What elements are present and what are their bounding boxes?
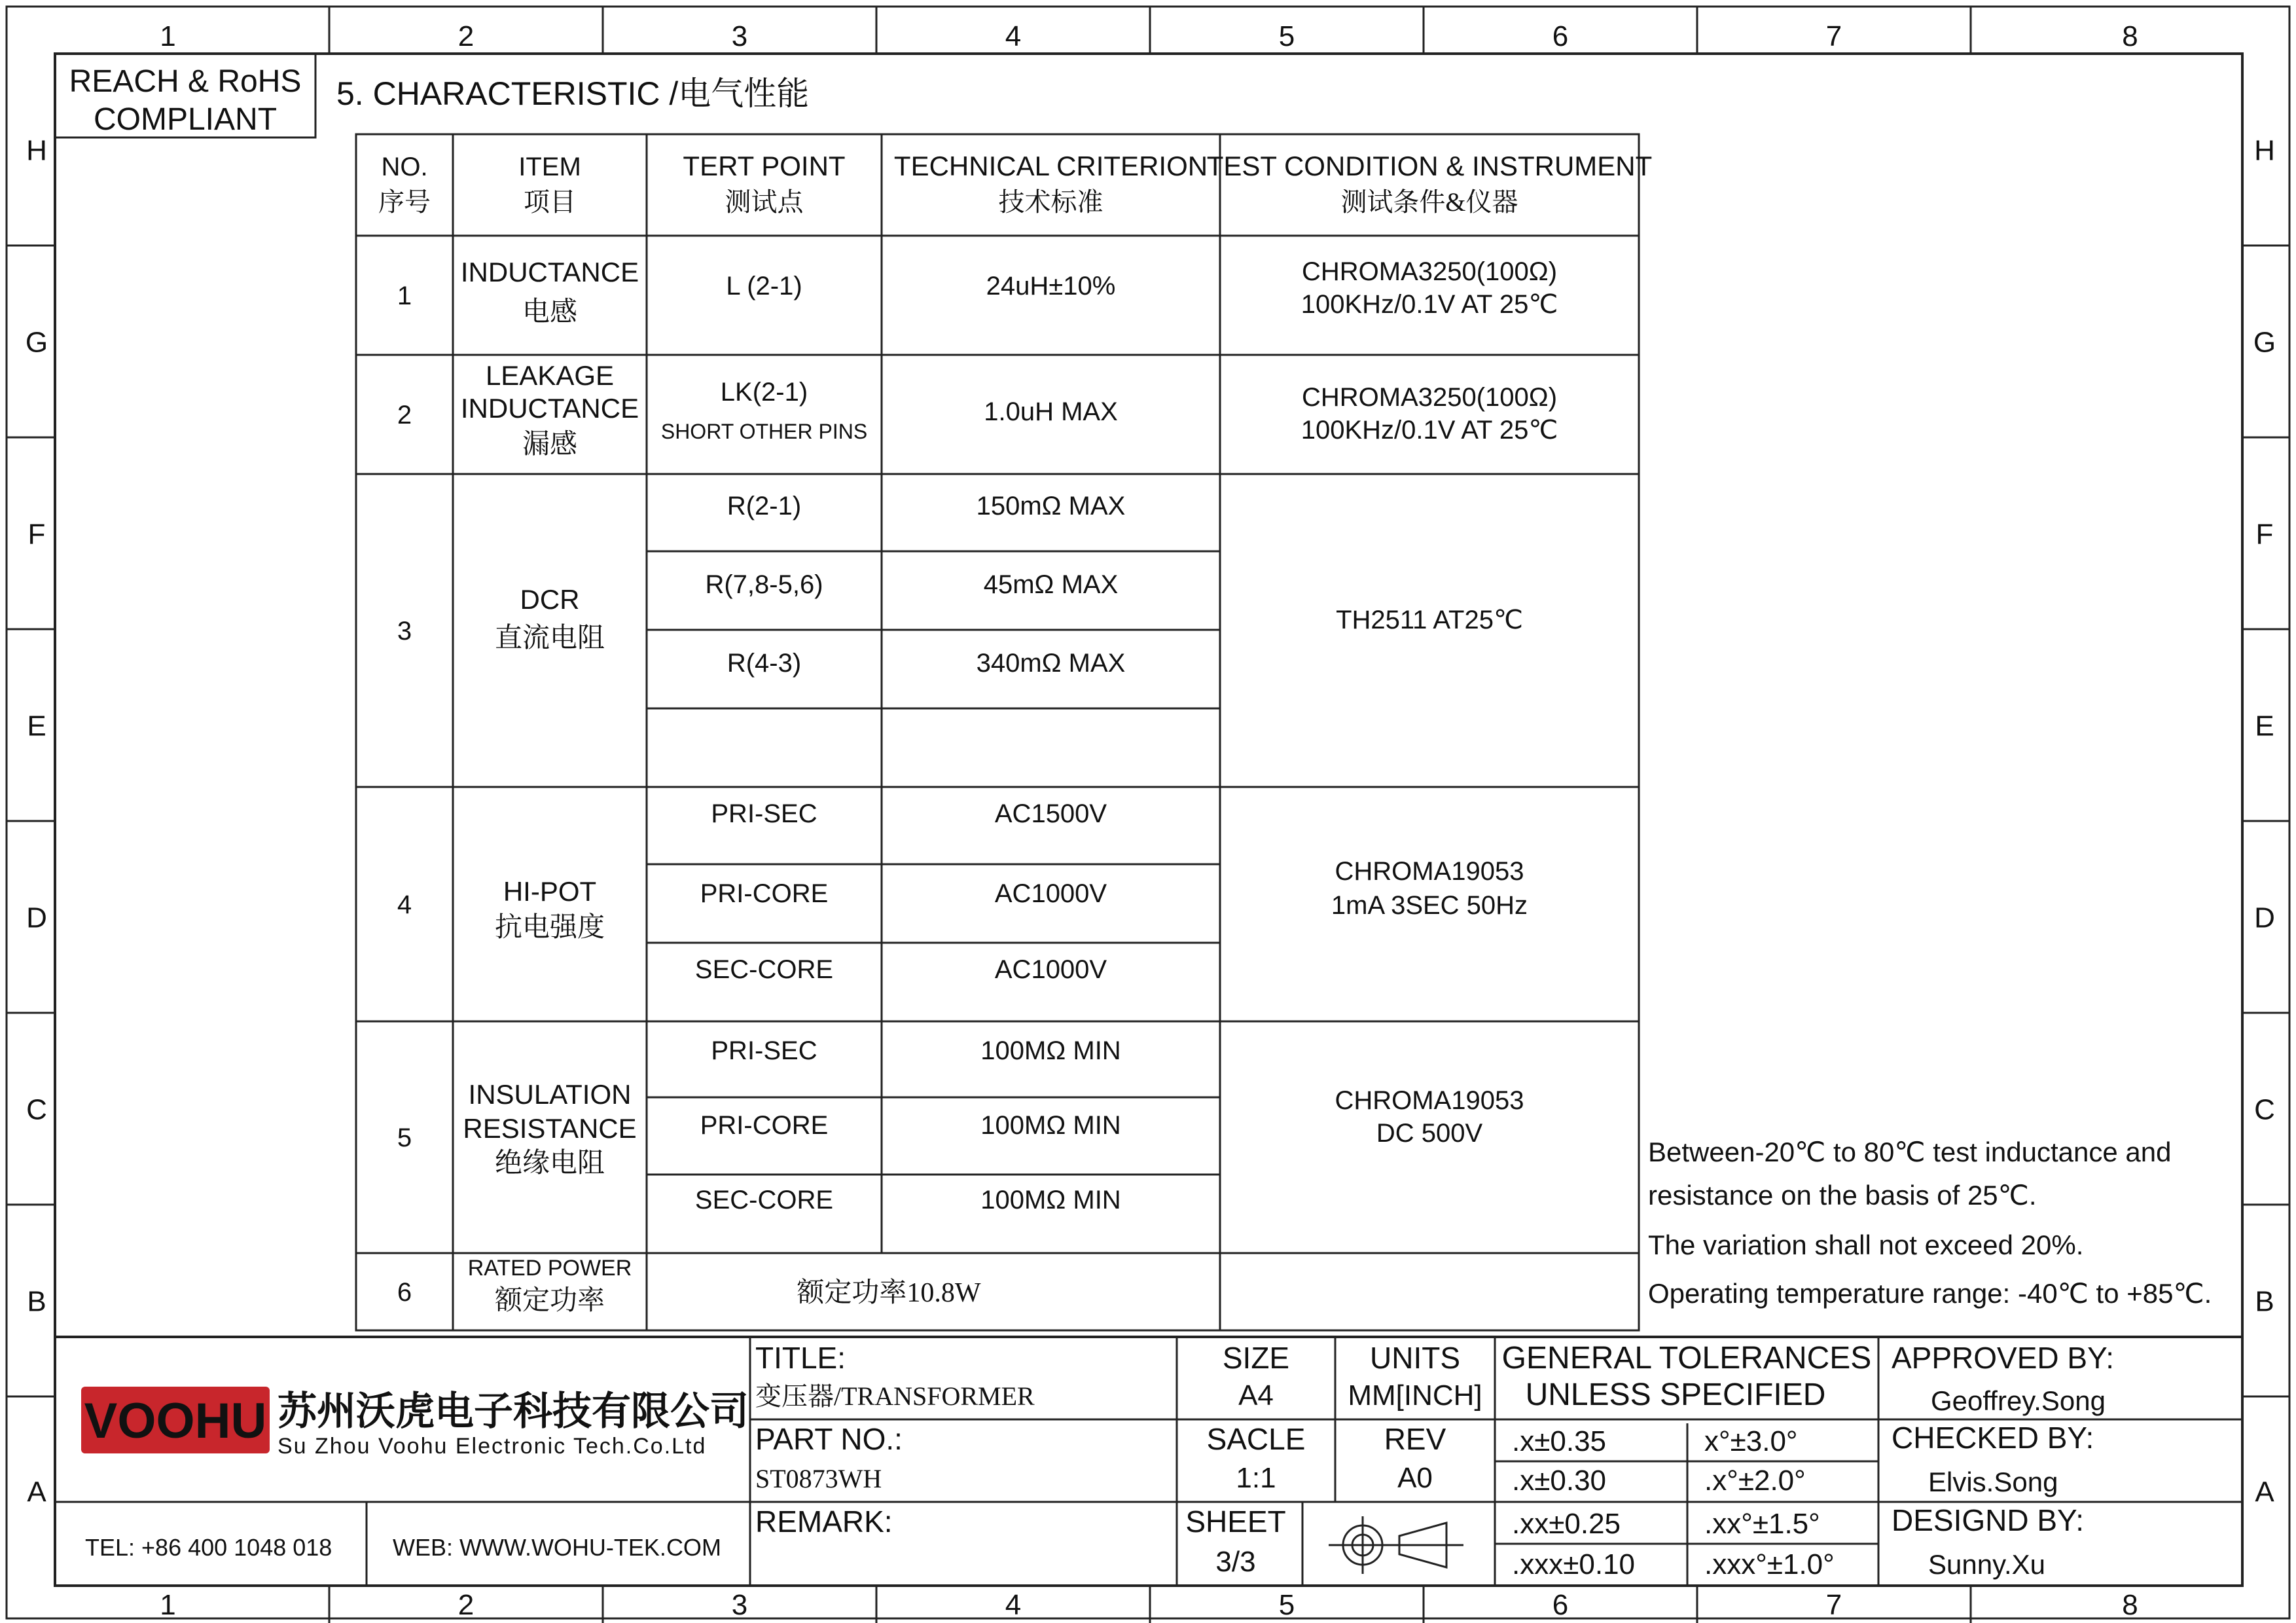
compliance-box [55, 54, 315, 137]
tolerance-angular: .xxx°±1.0° [1704, 1548, 1835, 1580]
zone-row-label-left: H [26, 134, 47, 167]
test-point: PRI-CORE [700, 879, 829, 908]
zone-row-label-right: D [2254, 902, 2275, 934]
tolerance-angular: .xx°±1.5° [1704, 1508, 1820, 1540]
rated-power-value: 额定功率10.8W [797, 1278, 981, 1308]
note-line: The variation shall not exceed 20%. [1648, 1230, 2084, 1260]
zone-row-label-left: F [27, 518, 46, 551]
test-condition: 100KHz/0.1V AT 25℃ [1300, 416, 1558, 445]
voohu-logo [81, 1387, 270, 1453]
scale-label: SACLE [1206, 1422, 1306, 1456]
technical-criterion: 24uH±10% [986, 272, 1116, 301]
tolerance-angular: x°±3.0° [1704, 1425, 1798, 1457]
test-point: LK(2-1) [720, 378, 808, 407]
size-label: SIZE [1222, 1341, 1290, 1375]
zone-row-label-right: B [2255, 1285, 2274, 1318]
title-label: TITLE: [755, 1341, 846, 1375]
zone-col-label-bottom: 2 [457, 1589, 475, 1621]
table-header-en: TEST CONDITION & INSTRUMENT [1206, 151, 1653, 181]
scale-value: 1:1 [1236, 1462, 1276, 1494]
test-condition: TH2511 AT25℃ [1336, 606, 1523, 634]
sheet-value: 3/3 [1215, 1546, 1256, 1578]
technical-criterion: 340mΩ MAX [976, 649, 1126, 678]
technical-criterion: 1.0uH MAX [984, 397, 1118, 426]
table-header-en: TERT POINT [683, 151, 846, 181]
tolerance-angular: .x°±2.0° [1704, 1465, 1806, 1497]
zone-col-label-bottom: 8 [2122, 1589, 2138, 1621]
zone-row-label-right: F [2255, 518, 2274, 551]
row-number: 5 [397, 1123, 412, 1152]
test-point-note: SHORT OTHER PINS [660, 420, 868, 443]
zone-row-label-left: D [26, 902, 47, 934]
row-item-label: LEAKAGE [485, 360, 615, 391]
test-point: SEC-CORE [694, 955, 834, 984]
test-point: PRI-SEC [711, 799, 817, 828]
zone-col-label-bottom: 3 [731, 1589, 748, 1621]
test-condition: 100KHz/0.1V AT 25℃ [1300, 290, 1558, 319]
technical-criterion: 100MΩ MIN [980, 1036, 1121, 1065]
table-header-cn: 项目 [524, 187, 576, 217]
test-condition: CHROMA3250(100Ω) [1301, 383, 1558, 412]
zone-col-label-top: 7 [1825, 20, 1842, 52]
row-item-label: INDUCTANCE [460, 393, 639, 424]
zone-col-label-top: 2 [457, 20, 475, 52]
row-number: 3 [397, 617, 412, 646]
table-header-cn: 技术标准 [998, 187, 1103, 217]
approved-by-label: APPROVED BY: [1892, 1341, 2115, 1375]
test-point: SEC-CORE [694, 1186, 834, 1214]
row-item-label: HI-POT [503, 876, 597, 907]
designed-by-label: DESIGND BY: [1892, 1503, 2084, 1537]
zone-row-label-left: B [27, 1285, 46, 1318]
row-item-label: DCR [520, 584, 580, 615]
test-condition: CHROMA19053 [1335, 857, 1524, 886]
designed-by-value: Sunny.Xu [1928, 1549, 2046, 1580]
test-point: R(7,8-5,6) [705, 570, 823, 599]
zone-col-label-top: 4 [1005, 20, 1022, 52]
zone-col-label-top: 3 [731, 20, 748, 52]
tolerance-linear: .x±0.30 [1512, 1465, 1607, 1497]
technical-criterion: 100MΩ MIN [980, 1186, 1121, 1214]
test-condition: DC 500V [1376, 1119, 1483, 1148]
approved-by-value: Geoffrey.Song [1931, 1385, 2106, 1416]
row-item-label: 绝缘电阻 [494, 1148, 605, 1178]
zone-col-label-bottom: 1 [160, 1589, 176, 1621]
title-value: 变压器/TRANSFORMER [755, 1381, 1035, 1411]
company-name-cn: 苏州沃虎电子科技有限公司 [278, 1389, 749, 1433]
zone-row-label-left: G [25, 326, 48, 359]
zone-col-label-bottom: 4 [1005, 1589, 1022, 1621]
size-value: A4 [1238, 1379, 1274, 1412]
rev-label: REV [1384, 1422, 1446, 1456]
row-item-label: 额定功率 [494, 1286, 605, 1316]
row-item-label: INDUCTANCE [460, 257, 639, 287]
rev-value: A0 [1397, 1462, 1433, 1494]
technical-criterion: AC1000V [994, 879, 1107, 908]
test-point: R(4-3) [726, 649, 802, 678]
technical-criterion: 150mΩ MAX [976, 492, 1126, 520]
test-point: PRI-SEC [711, 1036, 817, 1065]
test-condition: 1mA 3SEC 50Hz [1331, 891, 1528, 920]
tolerance-linear: .xx±0.25 [1512, 1508, 1621, 1540]
part-no-label: PART NO.: [755, 1422, 903, 1456]
test-point: L (2-1) [726, 272, 802, 301]
company-name-en: Su Zhou Voohu Electronic Tech.Co.Ltd [278, 1434, 707, 1459]
logo-text: VOOHU [84, 1393, 267, 1449]
row-item-label: RESISTANCE [463, 1113, 637, 1144]
zone-col-label-top: 5 [1278, 20, 1295, 52]
technical-criterion: 45mΩ MAX [983, 570, 1119, 599]
test-point: R(2-1) [726, 492, 802, 520]
units-label: UNITS [1370, 1341, 1460, 1375]
zone-row-label-right: A [2255, 1476, 2274, 1508]
note-line: Between-20℃ to 80℃ test inductance and [1648, 1137, 2172, 1167]
test-condition: CHROMA3250(100Ω) [1301, 257, 1558, 286]
row-item-label: INSULATION [468, 1079, 632, 1110]
sheet-label: SHEET [1185, 1504, 1286, 1539]
technical-criterion: AC1000V [994, 955, 1107, 984]
row-number: 2 [397, 401, 412, 429]
tolerance-subtitle: UNLESS SPECIFIED [1525, 1377, 1826, 1412]
zone-row-label-right: G [2253, 326, 2276, 359]
table-header-cn: 测试点 [725, 187, 804, 217]
zone-row-label-right: E [2255, 710, 2274, 742]
part-no-value: ST0873WH [755, 1464, 882, 1493]
row-item-label: 直流电阻 [494, 623, 605, 653]
compliance-line-2: COMPLIANT [93, 102, 278, 137]
table-header-en: ITEM [518, 153, 581, 181]
compliance-line-1: REACH & RoHS [69, 64, 302, 99]
row-number: 4 [397, 890, 412, 919]
tolerance-linear: .xxx±0.10 [1512, 1548, 1636, 1580]
checked-by-label: CHECKED BY: [1892, 1421, 2094, 1455]
tolerance-linear: .x±0.35 [1512, 1425, 1607, 1457]
zone-col-label-bottom: 7 [1825, 1589, 1842, 1621]
company-web: WEB: WWW.WOHU-TEK.COM [393, 1534, 721, 1561]
test-point: PRI-CORE [700, 1111, 829, 1140]
table-header-cn: 序号 [378, 187, 431, 217]
row-item-label: 抗电强度 [494, 913, 605, 943]
remark-label: REMARK: [755, 1504, 893, 1539]
technical-criterion: 100MΩ MIN [980, 1111, 1121, 1140]
zone-col-label-bottom: 5 [1278, 1589, 1295, 1621]
row-item-label: 电感 [522, 297, 578, 327]
table-header-en: NO. [381, 153, 428, 181]
zone-col-label-top: 6 [1552, 20, 1569, 52]
zone-col-label-bottom: 6 [1552, 1589, 1569, 1621]
checked-by-value: Elvis.Song [1928, 1467, 2058, 1497]
zone-row-label-left: C [26, 1093, 47, 1126]
note-line: Operating temperature range: -40℃ to +85℃. [1648, 1278, 2212, 1309]
zone-row-label-left: E [27, 710, 46, 742]
tolerance-title: GENERAL TOLERANCES [1501, 1341, 1872, 1376]
zone-row-label-right: H [2254, 134, 2275, 167]
zone-col-label-top: 8 [2122, 20, 2138, 52]
technical-criterion: AC1500V [994, 799, 1107, 828]
row-number: 1 [397, 282, 412, 310]
note-line: resistance on the basis of 25℃. [1648, 1180, 2037, 1211]
table-header-cn: 测试条件&仪器 [1340, 187, 1518, 217]
test-condition: CHROMA19053 [1335, 1086, 1524, 1115]
units-value: MM[INCH] [1348, 1379, 1482, 1412]
table-header-en: TECHNICAL CRITERION [893, 151, 1208, 181]
section-title: 5. CHARACTERISTIC /电气性能 [336, 75, 810, 112]
row-item-label: RATED POWER [467, 1256, 632, 1281]
company-tel: TEL: +86 400 1048 018 [85, 1534, 332, 1561]
row-item-label: 漏感 [522, 429, 578, 460]
row-number: 6 [397, 1278, 412, 1307]
zone-row-label-left: A [27, 1476, 46, 1508]
zone-col-label-top: 1 [160, 20, 176, 52]
zone-row-label-right: C [2254, 1093, 2275, 1126]
